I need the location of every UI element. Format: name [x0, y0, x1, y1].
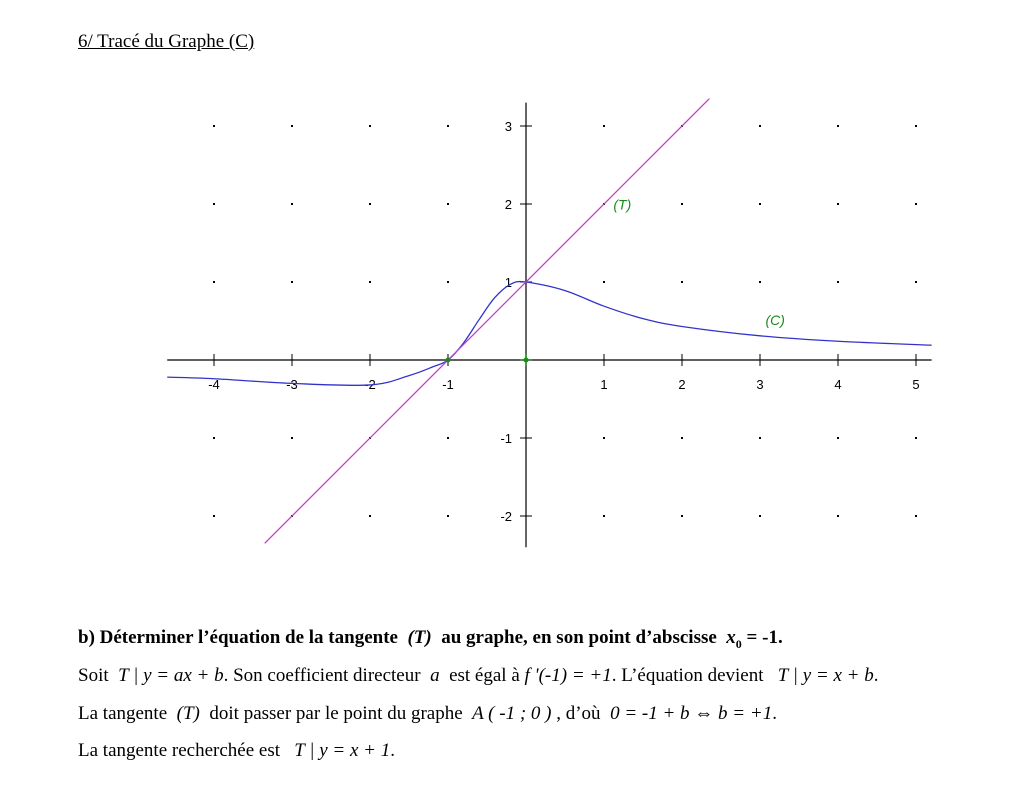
equivalence-icon: ⇔ — [694, 703, 714, 724]
grid-dot — [603, 515, 605, 517]
x-tick-label: 1 — [600, 377, 608, 392]
l1-end: . — [873, 665, 879, 686]
answer-line-2 — [78, 703, 777, 725]
grid-dot — [837, 515, 839, 517]
grid-dot — [837, 203, 839, 205]
l1-eq: T | y = ax + b — [118, 665, 224, 686]
grid-dot — [759, 281, 761, 283]
l1-b: . Son coefficient directeur — [223, 665, 421, 686]
grid-dot — [759, 437, 761, 439]
grid-dot — [213, 437, 215, 439]
grid-dot — [759, 515, 761, 517]
x-tick-label: -1 — [442, 377, 454, 392]
grid-dot — [681, 203, 683, 205]
question-heading-sub: 0 — [735, 636, 742, 651]
grid-dot — [915, 281, 917, 283]
x-tick-label: 2 — [678, 377, 686, 392]
grid-dot — [369, 203, 371, 205]
l1-var: a — [430, 665, 440, 686]
x-tick-label: -4 — [208, 377, 220, 392]
l1-a: Soit — [78, 665, 109, 686]
l3-end: . — [390, 740, 395, 761]
grid-dot — [213, 125, 215, 127]
grid-dot — [603, 125, 605, 127]
grid-dot — [447, 125, 449, 127]
x-tick-label: 3 — [756, 377, 764, 392]
l1-eq2: T | y = x + b — [777, 665, 874, 686]
grid-dot — [213, 281, 215, 283]
grid-dot — [603, 437, 605, 439]
y-tick-label: -2 — [500, 509, 512, 524]
grid-dot — [213, 515, 215, 517]
grid-dot — [681, 437, 683, 439]
grid-dot — [603, 281, 605, 283]
question-heading — [78, 627, 783, 652]
l2-eq: 0 = -1 + b — [610, 703, 690, 724]
question-heading-rest: au graphe, en son point d’abscisse — [441, 627, 717, 648]
grid-dot — [915, 125, 917, 127]
l2-A: A ( -1 ; 0 ) — [472, 703, 552, 724]
l1-d: . L’équation devient — [611, 665, 764, 686]
plot-area — [165, 95, 933, 547]
l2-c: , d’où — [556, 703, 601, 724]
grid-dot — [447, 515, 449, 517]
grid-dot — [291, 437, 293, 439]
grid-dot — [369, 281, 371, 283]
answer-line-3 — [78, 740, 395, 762]
x-tick-label: 4 — [834, 377, 842, 392]
l2-eq2: b = +1 — [718, 703, 773, 724]
grid-dot — [681, 281, 683, 283]
x-tick-label: -3 — [286, 377, 298, 392]
answer-line-1 — [78, 665, 878, 687]
question-heading-text: b) Déterminer l’équation de la tangente — [78, 627, 398, 648]
x-tick-label: 5 — [912, 377, 920, 392]
grid-dot — [291, 203, 293, 205]
grid-dot — [759, 125, 761, 127]
point-a-marker — [446, 358, 451, 363]
grid-dot — [837, 125, 839, 127]
l2-a: La tangente — [78, 703, 168, 724]
grid-dot — [915, 437, 917, 439]
l1-c: est égal à — [449, 665, 520, 686]
grid-dot — [291, 125, 293, 127]
grid-dot — [213, 203, 215, 205]
tangent-label: (T) — [613, 196, 632, 213]
question-heading-T: (T) — [407, 627, 432, 648]
question-heading-x: x — [726, 627, 736, 648]
grid-dot — [837, 437, 839, 439]
y-tick-label: 2 — [504, 197, 512, 212]
grid-dot — [915, 203, 917, 205]
grid-dot — [759, 203, 761, 205]
grid-dot — [369, 515, 371, 517]
y-tick-label: -1 — [500, 431, 512, 446]
grid-dot — [915, 515, 917, 517]
l2-b: doit passer par le point du graphe — [209, 703, 463, 724]
l2-end: . — [772, 703, 777, 724]
y-tick-label: 1 — [504, 275, 512, 290]
grid-dot — [837, 281, 839, 283]
section-title: 6/ Tracé du Graphe (C) — [78, 31, 255, 52]
grid-dot — [291, 281, 293, 283]
grid-dot — [447, 437, 449, 439]
grid-dot — [681, 515, 683, 517]
question-heading-value: = -1. — [746, 627, 783, 648]
curve-label: (C) — [765, 311, 785, 328]
x-tick-label: -2 — [364, 377, 376, 392]
l1-f: f '(-1) = +1 — [524, 665, 612, 686]
l2-T: (T) — [176, 703, 200, 724]
grid-dot — [447, 281, 449, 283]
grid-dot — [369, 125, 371, 127]
grid-dot — [447, 203, 449, 205]
l3-a: La tangente recherchée est — [78, 740, 281, 761]
y-tick-label: 3 — [504, 119, 512, 134]
l3-eq: T | y = x + 1 — [294, 740, 391, 761]
